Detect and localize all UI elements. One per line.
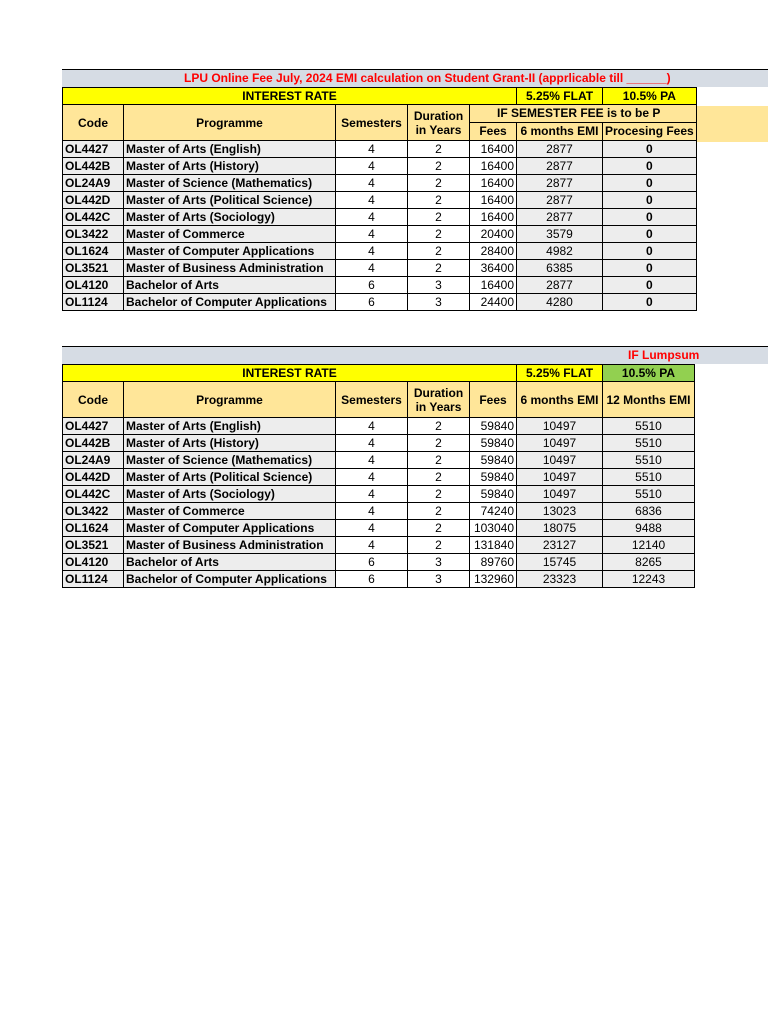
interest-rate-row: [63, 365, 695, 382]
header-row: [63, 382, 695, 418]
cell-duration: 2: [408, 260, 470, 277]
cell-duration: 2: [408, 435, 470, 452]
cell-processing: 0: [603, 141, 697, 158]
cell-duration: 2: [408, 243, 470, 260]
cell-fees: 16400: [470, 158, 517, 175]
cell-emi6: 2877: [517, 192, 603, 209]
cell-programme: Master of Commerce: [124, 226, 336, 243]
cell-code: OL1624: [63, 520, 124, 537]
cell-emi6: 18075: [517, 520, 603, 537]
cell-duration: 2: [408, 520, 470, 537]
cell-semesters: 4: [336, 452, 408, 469]
semester-fee-note: IF SEMESTER FEE is to be P: [470, 105, 697, 123]
cell-duration: 2: [408, 452, 470, 469]
cell-emi6: 2877: [517, 141, 603, 158]
cell-duration: 2: [408, 158, 470, 175]
cell-programme: Master of Science (Mathematics): [124, 175, 336, 192]
cell-code: OL4427: [63, 418, 124, 435]
cell-programme: Master of Computer Applications: [124, 520, 336, 537]
cell-programme: Master of Arts (History): [124, 158, 336, 175]
cell-code: OL3422: [63, 226, 124, 243]
cell-programme: Bachelor of Arts: [124, 277, 336, 294]
cell-programme: Master of Commerce: [124, 503, 336, 520]
cell-fees: 59840: [470, 435, 517, 452]
interest-rate-label: INTEREST RATE: [63, 88, 517, 105]
cell-semesters: 6: [336, 294, 408, 311]
cell-emi6: 10497: [517, 435, 603, 452]
cell-semesters: 4: [336, 141, 408, 158]
cell-semesters: 4: [336, 192, 408, 209]
table-row: [63, 226, 697, 243]
cell-fees: 131840: [470, 537, 517, 554]
header-semesters: Semesters: [336, 382, 408, 418]
cell-emi6: 3579: [517, 226, 603, 243]
cell-semesters: 6: [336, 554, 408, 571]
cell-emi6: 10497: [517, 418, 603, 435]
cell-emi6: 4982: [517, 243, 603, 260]
cell-emi6: 2877: [517, 209, 603, 226]
table2-title: IF Lumpsum: [628, 348, 700, 362]
cell-fees: 36400: [470, 260, 517, 277]
cell-processing: 0: [603, 260, 697, 277]
cell-semesters: 4: [336, 503, 408, 520]
cell-emi6: 4280: [517, 294, 603, 311]
cell-programme: Master of Arts (Political Science): [124, 192, 336, 209]
cell-duration: 2: [408, 192, 470, 209]
cell-emi12: 12243: [603, 571, 695, 588]
header-programme: Programme: [124, 382, 336, 418]
cell-processing: 0: [603, 192, 697, 209]
cell-code: OL442D: [63, 469, 124, 486]
cell-emi12: 5510: [603, 469, 695, 486]
cell-programme: Master of Arts (Sociology): [124, 486, 336, 503]
cell-emi12: 5510: [603, 418, 695, 435]
cell-semesters: 4: [336, 260, 408, 277]
cell-code: OL3521: [63, 537, 124, 554]
cell-duration: 2: [408, 537, 470, 554]
table-row: [63, 435, 695, 452]
flat-rate-cell: 5.25% FLAT: [517, 88, 603, 105]
cell-fees: 28400: [470, 243, 517, 260]
header-programme: Programme: [124, 105, 336, 141]
table1-title: LPU Online Fee July, 2024 EMI calculation on Student Grant-II (apprlicable till ______): [184, 71, 671, 85]
table-row: [63, 158, 697, 175]
cell-semesters: 4: [336, 520, 408, 537]
table-row: [63, 486, 695, 503]
table1-body: [63, 141, 697, 311]
header-emi12: 12 Months EMI: [603, 382, 695, 418]
table1-title-band: [62, 69, 768, 87]
cell-duration: 2: [408, 175, 470, 192]
cell-programme: Master of Business Administration: [124, 260, 336, 277]
cell-code: OL4427: [63, 141, 124, 158]
cell-duration: 2: [408, 469, 470, 486]
cell-fees: 16400: [470, 209, 517, 226]
cell-fees: 20400: [470, 226, 517, 243]
cell-duration: 2: [408, 209, 470, 226]
cell-emi12: 5510: [603, 452, 695, 469]
cell-fees: 16400: [470, 277, 517, 294]
table2-title-band: [62, 346, 768, 364]
header-duration: Duration in Years: [408, 105, 470, 141]
cell-processing: 0: [603, 158, 697, 175]
cell-emi6: 2877: [517, 277, 603, 294]
cell-emi12: 6836: [603, 503, 695, 520]
cell-fees: 132960: [470, 571, 517, 588]
header-fees: Fees: [470, 382, 517, 418]
cell-duration: 2: [408, 503, 470, 520]
cell-processing: 0: [603, 277, 697, 294]
cell-processing: 0: [603, 209, 697, 226]
cell-code: OL442D: [63, 192, 124, 209]
cell-emi6: 23127: [517, 537, 603, 554]
table-row: [63, 452, 695, 469]
header-duration: Duration in Years: [408, 382, 470, 418]
table-row: [63, 277, 697, 294]
cell-emi12: 5510: [603, 486, 695, 503]
cell-code: OL1124: [63, 294, 124, 311]
cell-semesters: 4: [336, 158, 408, 175]
cell-semesters: 4: [336, 226, 408, 243]
cell-programme: Master of Arts (Political Science): [124, 469, 336, 486]
header-code: Code: [63, 105, 124, 141]
cell-fees: 59840: [470, 486, 517, 503]
cell-emi6: 6385: [517, 260, 603, 277]
cell-code: OL24A9: [63, 175, 124, 192]
header-emi6: 6 months EMI: [517, 123, 603, 141]
cell-code: OL1124: [63, 571, 124, 588]
header-semesters: Semesters: [336, 105, 408, 141]
cell-programme: Master of Arts (English): [124, 141, 336, 158]
cell-code: OL24A9: [63, 452, 124, 469]
cell-duration: 2: [408, 418, 470, 435]
cell-duration: 3: [408, 277, 470, 294]
cell-semesters: 6: [336, 571, 408, 588]
cell-code: OL3521: [63, 260, 124, 277]
cell-emi6: 15745: [517, 554, 603, 571]
cell-programme: Master of Arts (Sociology): [124, 209, 336, 226]
cell-emi12: 5510: [603, 435, 695, 452]
cell-fees: 24400: [470, 294, 517, 311]
cell-duration: 3: [408, 294, 470, 311]
cell-programme: Master of Arts (History): [124, 435, 336, 452]
header-code: Code: [63, 382, 124, 418]
cell-code: OL442B: [63, 158, 124, 175]
cell-semesters: 4: [336, 175, 408, 192]
interest-rate-label: INTEREST RATE: [63, 365, 517, 382]
table1-header-fill: [694, 106, 768, 142]
cell-processing: 0: [603, 226, 697, 243]
table-row: [63, 554, 695, 571]
cell-fees: 16400: [470, 175, 517, 192]
table-row: [63, 175, 697, 192]
cell-fees: 16400: [470, 141, 517, 158]
cell-duration: 2: [408, 486, 470, 503]
interest-rate-row: [63, 88, 697, 105]
fee-table-semester: [62, 87, 697, 311]
cell-semesters: 6: [336, 277, 408, 294]
cell-fees: 59840: [470, 418, 517, 435]
cell-emi6: 2877: [517, 158, 603, 175]
cell-emi6: 10497: [517, 486, 603, 503]
cell-semesters: 4: [336, 243, 408, 260]
cell-code: OL442B: [63, 435, 124, 452]
header-processing: Procesing Fees: [603, 123, 697, 141]
table-row: [63, 469, 695, 486]
cell-processing: 0: [603, 243, 697, 260]
cell-emi6: 2877: [517, 175, 603, 192]
header-row: [63, 105, 697, 123]
pa-rate-cell: 10.5% PA: [603, 88, 697, 105]
cell-code: OL1624: [63, 243, 124, 260]
cell-fees: 89760: [470, 554, 517, 571]
table-row: [63, 418, 695, 435]
cell-programme: Master of Computer Applications: [124, 243, 336, 260]
cell-duration: 3: [408, 571, 470, 588]
cell-semesters: 4: [336, 435, 408, 452]
cell-programme: Bachelor of Arts: [124, 554, 336, 571]
table-row: [63, 537, 695, 554]
cell-code: OL442C: [63, 486, 124, 503]
cell-fees: 59840: [470, 452, 517, 469]
cell-fees: 74240: [470, 503, 517, 520]
cell-programme: Bachelor of Computer Applications: [124, 571, 336, 588]
cell-semesters: 4: [336, 537, 408, 554]
header-fees: Fees: [470, 123, 517, 141]
cell-semesters: 4: [336, 209, 408, 226]
header-emi6: 6 months EMI: [517, 382, 603, 418]
cell-code: OL4120: [63, 277, 124, 294]
cell-duration: 2: [408, 141, 470, 158]
cell-fees: 103040: [470, 520, 517, 537]
cell-semesters: 4: [336, 418, 408, 435]
table-row: [63, 571, 695, 588]
cell-fees: 16400: [470, 192, 517, 209]
cell-semesters: 4: [336, 486, 408, 503]
cell-emi6: 13023: [517, 503, 603, 520]
table-row: [63, 243, 697, 260]
cell-programme: Master of Science (Mathematics): [124, 452, 336, 469]
cell-processing: 0: [603, 294, 697, 311]
cell-programme: Master of Arts (English): [124, 418, 336, 435]
cell-emi12: 12140: [603, 537, 695, 554]
table-row: [63, 260, 697, 277]
table-row: [63, 192, 697, 209]
cell-processing: 0: [603, 175, 697, 192]
table-row: [63, 520, 695, 537]
table-row: [63, 209, 697, 226]
table-row: [63, 294, 697, 311]
cell-emi12: 9488: [603, 520, 695, 537]
cell-code: OL442C: [63, 209, 124, 226]
cell-emi6: 10497: [517, 469, 603, 486]
cell-programme: Bachelor of Computer Applications: [124, 294, 336, 311]
cell-programme: Master of Business Administration: [124, 537, 336, 554]
table-row: [63, 503, 695, 520]
table2-body: [63, 418, 695, 588]
cell-emi6: 23323: [517, 571, 603, 588]
pa-rate-cell: 10.5% PA: [603, 365, 695, 382]
cell-emi12: 8265: [603, 554, 695, 571]
flat-rate-cell: 5.25% FLAT: [517, 365, 603, 382]
fee-table-lumpsum: [62, 364, 695, 588]
cell-fees: 59840: [470, 469, 517, 486]
cell-duration: 2: [408, 226, 470, 243]
cell-semesters: 4: [336, 469, 408, 486]
cell-duration: 3: [408, 554, 470, 571]
cell-emi6: 10497: [517, 452, 603, 469]
cell-code: OL4120: [63, 554, 124, 571]
cell-code: OL3422: [63, 503, 124, 520]
table-row: [63, 141, 697, 158]
